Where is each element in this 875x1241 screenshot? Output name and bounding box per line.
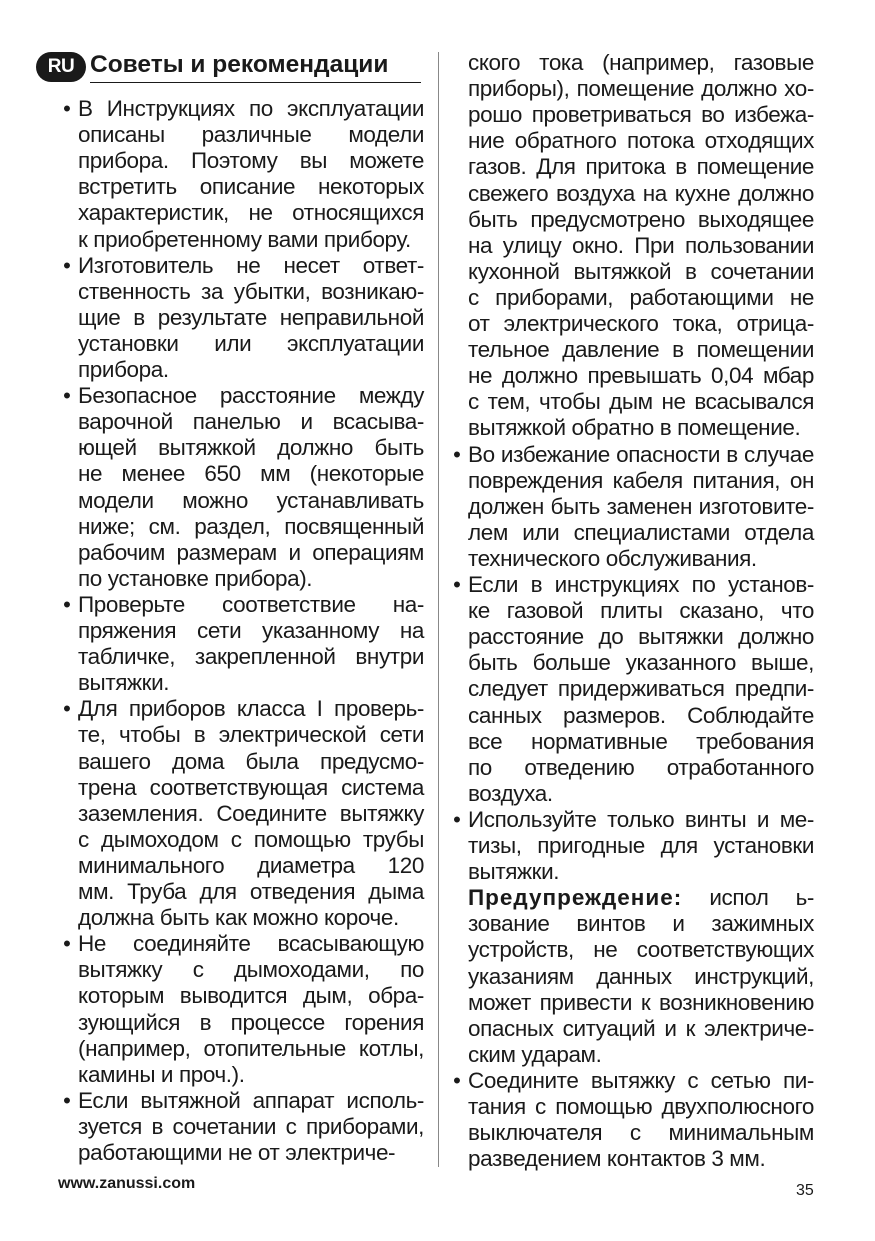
paragraph-line: ниже; см. раздел, посвященный	[78, 513, 424, 539]
paragraph-line: быть предусмотрено выходящее	[468, 206, 814, 232]
paragraph-line: характеристик, не относящихся	[78, 200, 424, 226]
bullet-marker: •	[63, 1087, 71, 1113]
paragraph-line: Изготовитель не несет ответ-	[78, 252, 424, 278]
bullet-marker: •	[453, 441, 461, 467]
paragraph-line: щие в результате неправильной	[78, 304, 424, 330]
paragraph-line: которым выводится дым, обра-	[78, 983, 424, 1009]
page-number: 35	[796, 1182, 814, 1199]
paragraph-line: В Инструкциях по эксплуатации	[78, 96, 424, 121]
paragraph-line: к приобретенному вами прибору.	[78, 226, 411, 252]
paragraph-line	[468, 885, 814, 911]
paragraph-line: на улицу окно. При пользовании	[468, 232, 814, 258]
paragraph-line: ке газовой плиты сказано, что	[468, 598, 814, 624]
paragraph-line: трена соответствующая система	[78, 774, 424, 800]
paragraph-line: вытяжки.	[78, 670, 170, 696]
paragraph-line: Не соединяйте всасывающую	[78, 931, 424, 957]
paragraph-line: с приборами, работающими не	[468, 284, 814, 310]
paragraph-line: пряжения сети указанному на	[78, 618, 424, 643]
paragraph-line: устройств, не соответствующих	[468, 937, 814, 963]
paragraph-line: Соедините вытяжку с сетью пи-	[468, 1067, 814, 1093]
bullet-marker: •	[453, 572, 461, 597]
footer-url: www.zanussi.com	[58, 1175, 196, 1192]
paragraph-line: кухонной вытяжкой в сочетании	[468, 258, 814, 284]
paragraph-line: по отведению отработанного	[468, 754, 814, 780]
paragraph-line: зующийся в процессе горения	[78, 1009, 424, 1035]
paragraph-line: ние обратного потока отходящих	[468, 128, 814, 154]
paragraph-line: все нормативные требования	[468, 728, 814, 754]
paragraph-line: встретить описание некоторых	[78, 174, 424, 200]
paragraph-line: заземления. Соедините вытяжку	[78, 800, 424, 826]
paragraph-line: ского тока (например, газовые	[468, 50, 814, 75]
paragraph-line: может привести к возникновению	[468, 989, 814, 1015]
warning-label: Предупреждение:	[468, 885, 683, 911]
paragraph-line: тания с помощью двухполюсного	[468, 1094, 814, 1119]
paragraph-line: с тем, чтобы дым не всасывался	[468, 389, 814, 415]
paragraph-line: вытяжку с дымоходами, по	[78, 957, 424, 983]
paragraph-line: Если вытяжной аппарат исполь-	[78, 1087, 424, 1113]
paragraph-line: тельное давление в помещении	[468, 337, 814, 363]
paragraph-line: газов. Для притока в помещение	[468, 154, 814, 180]
paragraph-line: Во избежание опасности в случае	[468, 441, 814, 467]
paragraph-line: не должно превышать 0,04 мбар	[468, 363, 814, 389]
section-header	[36, 50, 421, 84]
paragraph-line: лем или специалистами отдела	[468, 519, 814, 545]
paragraph-line: быть больше указанного выше,	[468, 650, 814, 676]
paragraph-line: приборы), помещение должно хо-	[468, 76, 814, 102]
paragraph-line: прибора. Поэтому вы можете	[78, 148, 424, 174]
paragraph-line: должен быть заменен изготовите-	[468, 493, 814, 519]
column-divider	[438, 52, 439, 1167]
bullet-marker: •	[453, 1067, 461, 1093]
paragraph-line: зование винтов и зажимных	[468, 911, 814, 937]
paragraph-line: рошо проветриваться во избежа-	[468, 102, 814, 128]
paragraph-line: повреждения кабеля питания, он	[468, 467, 814, 493]
paragraph-line: технического обслуживания.	[468, 545, 757, 571]
paragraph-line: должна быть как можно короче.	[78, 905, 399, 931]
paragraph-line: ственность за убытки, возникаю-	[78, 278, 424, 304]
paragraph-line: камины и проч.).	[78, 1061, 245, 1087]
paragraph-line: расстояние до вытяжки должно	[468, 624, 814, 650]
title-underline	[90, 82, 421, 83]
paragraph-line: Используйте только винты и ме-	[468, 806, 814, 832]
paragraph-line: модели можно устанавливать	[78, 487, 424, 513]
bullet-marker: •	[63, 96, 71, 121]
paragraph-line: (например, отопительные котлы,	[78, 1035, 424, 1061]
paragraph-line: свежего воздуха на кухне должно	[468, 180, 814, 206]
paragraph-line: не менее 650 мм (некоторые	[78, 461, 424, 487]
bullet-marker: •	[63, 383, 71, 409]
paragraph-line: Если в инструкциях по установ-	[468, 572, 814, 597]
paragraph-line: ющей вытяжкой должно быть	[78, 435, 424, 461]
warning-text: испол ь-	[709, 885, 814, 911]
paragraph-line: вытяжки.	[468, 859, 560, 885]
paragraph-line: вытяжкой обратно в помещение.	[468, 415, 801, 441]
language-badge: RU	[36, 52, 86, 82]
paragraph-line: Проверьте соответствие на-	[78, 591, 424, 617]
paragraph-line: прибора.	[78, 357, 169, 382]
paragraph-line: ским ударам.	[468, 1041, 602, 1067]
paragraph-line: минимального диаметра 120	[78, 852, 424, 878]
paragraph-line: опасных ситуаций и к электриче-	[468, 1015, 814, 1041]
paragraph-line: установки или эксплуатации	[78, 330, 424, 356]
paragraph-line: воздуха.	[468, 780, 553, 806]
paragraph-line: те, чтобы в электрической сети	[78, 722, 424, 748]
bullet-marker: •	[63, 931, 71, 957]
paragraph-line: санных размеров. Соблюдайте	[468, 702, 814, 728]
bullet-marker: •	[63, 696, 71, 722]
paragraph-line: по установке прибора).	[78, 565, 313, 591]
paragraph-line: с дымоходом с помощью трубы	[78, 826, 424, 852]
paragraph-line: варочной панелью и всасыва-	[78, 409, 424, 435]
page-title: Советы и рекомендации	[90, 51, 389, 78]
paragraph-line: описаны различные модели	[78, 122, 424, 148]
paragraph-line: от электрического тока, отрица-	[468, 311, 814, 336]
paragraph-line: мм. Труба для отведения дыма	[78, 879, 424, 904]
paragraph-line: указаниям данных инструкций,	[468, 963, 814, 989]
paragraph-line: рабочим размерам и операциям	[78, 539, 424, 565]
bullet-marker: •	[63, 252, 71, 278]
paragraph-line: выключателя с минимальным	[468, 1120, 814, 1146]
paragraph-line: табличке, закрепленной внутри	[78, 644, 424, 670]
paragraph-line: Безопасное расстояние между	[78, 383, 424, 409]
paragraph-line: работающими не от электриче-	[78, 1140, 396, 1165]
paragraph-line: Для приборов класса I проверь-	[78, 696, 424, 722]
paragraph-line: зуется в сочетании с приборами,	[78, 1113, 424, 1139]
paragraph-line: тизы, пригодные для установки	[468, 833, 814, 858]
bullet-marker: •	[63, 591, 71, 617]
paragraph-line: вашего дома была предусмо-	[78, 748, 424, 774]
paragraph-line: разведением контактов 3 мм.	[468, 1146, 766, 1172]
paragraph-line: следует придерживаться предпи-	[468, 676, 814, 702]
bullet-marker: •	[453, 806, 461, 832]
